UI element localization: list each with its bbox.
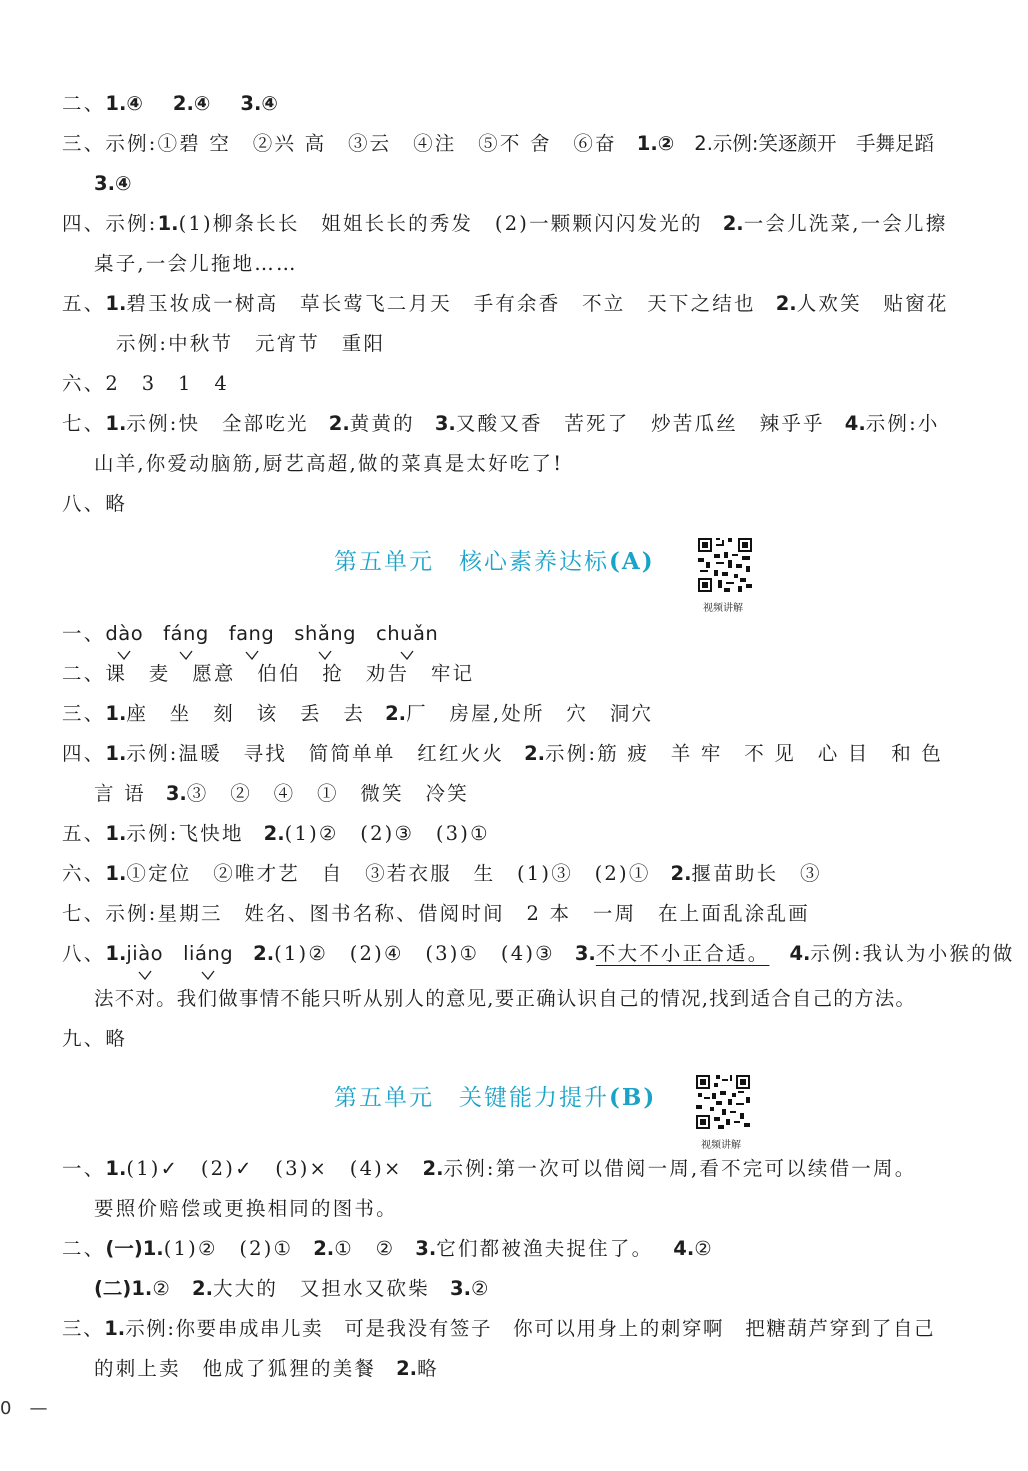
pinyin-answer: chuǎn: [376, 620, 438, 648]
section-label: 二、: [62, 662, 106, 685]
answer-line: 的刺上卖 他成了狐狸的美餐 2.略: [94, 1357, 439, 1380]
section-label: 四、: [62, 212, 106, 235]
answer-line: 法不对。我们做事情不能只听从别人的意见,要正确认识自己的情况,找到适合自己的方法。: [94, 987, 917, 1010]
section-label: 七、: [62, 412, 106, 435]
answer-line: 八、略: [62, 492, 128, 515]
check-icon: [245, 650, 259, 660]
section-label: 三、: [62, 702, 106, 725]
answer-line: 七、示例:星期三 姓名、图书名称、借阅时间 2 本 一周 在上面乱涂乱画: [62, 902, 810, 925]
section-title: 第五单元 核心素养达标(A): [334, 548, 655, 575]
check-icon: [201, 970, 215, 980]
section-title: 第五单元 关键能力提升(B): [334, 1084, 657, 1111]
qr-caption: 视频讲解: [703, 603, 743, 614]
answer-line: 三、示例:①碧 空 ②兴 高 ③云 ④注 ⑤不 舍 ⑥奋 1.② 2.示例:笑逐颜开 手舞足蹈: [62, 132, 934, 155]
section-label: 一、: [62, 1157, 106, 1180]
check-icon: [117, 650, 131, 660]
page-number: 0 —: [0, 1398, 48, 1419]
answer-line: 要照价赔偿或更换相同的图书。: [94, 1197, 398, 1220]
answer-line: 五、1.碧玉妆成一树高 草长莺飞二月天 手有余香 不立 天下之结也 2.人欢笑 贴窗花: [62, 292, 949, 315]
section-label: 七、: [62, 902, 106, 925]
section-label: 三、: [62, 1317, 105, 1340]
answer-line: 二、课 麦 愿意 伯伯 抢 劝告 牢记: [62, 662, 475, 685]
answer-line: 六、1.①定位 ②唯才艺 自 ③若衣服 生 (1)③ (2)① 2.揠苗助长 ③: [62, 862, 822, 885]
check-icon: [400, 650, 414, 660]
section-label: 六、: [62, 862, 106, 885]
answer-line: 山羊,你爱动脑筋,厨艺高超,做的菜真是太好吃了!: [94, 452, 564, 475]
answer-line: 五、1.示例:飞快地 2.(1)② (2)③ (3)①: [62, 822, 490, 845]
answer-line: 七、1.示例:快 全部吃光 2.黄黄的 3.又酸又香 苦死了 炒苦瓜丝 辣乎乎 4.示例:小: [62, 412, 940, 435]
section-label: 五、: [62, 292, 106, 315]
check-icon: [318, 650, 332, 660]
section-label: 一、: [62, 622, 106, 645]
answer-line: [62, 620, 458, 648]
answer-line: 六、2 3 1 4: [62, 372, 229, 395]
answer-line: 二、1.④ 2.④ 3.④: [62, 92, 278, 115]
answer-line: 四、1.示例:温暖 寻找 简简单单 红红火火 2.示例:筋 疲 羊 牢 不 见 心 目 和 色: [62, 742, 944, 765]
section-label: 六、: [62, 372, 106, 395]
section-label: 四、: [62, 742, 106, 765]
pinyin-answer: dào: [105, 620, 143, 648]
answer-line: 3.④: [94, 172, 132, 195]
answer-line: 九、略: [62, 1027, 128, 1050]
answer-line: 桌子,一会儿拖地……: [94, 252, 298, 275]
answer-line: 示例:中秋节 元宵节 重阳: [116, 332, 386, 355]
section-label: 八、: [62, 942, 106, 965]
pinyin-answer: shǎng: [294, 620, 356, 648]
answer-line: 三、1.示例:你要串成串儿卖 可是我没有签子 你可以用身上的刺穿啊 把糖葫芦穿到了自己: [62, 1317, 936, 1340]
answer-line: (二)1.② 2.大大的 又担水又砍柴 3.②: [94, 1277, 491, 1300]
section-label: 八、: [62, 492, 106, 515]
section-label: 五、: [62, 822, 106, 845]
pinyin-answer: liáng: [183, 940, 233, 968]
section-label: 九、: [62, 1027, 106, 1050]
answer-line: 言 语 3.③ ② ④ ① 微笑 冷笑: [94, 782, 469, 805]
qr-code-icon[interactable]: [696, 536, 754, 594]
pinyin-answer: fáng: [163, 620, 209, 648]
qr-caption: 视频讲解: [701, 1140, 741, 1151]
section-label: 三、: [62, 132, 106, 155]
check-icon: [138, 970, 152, 980]
answer-line: 八、1.jiào liáng 2.(1)② (2)④ (3)① (4)③ 3.不大不小正合适。 4.示例:我认为小猴的做: [62, 940, 1015, 968]
answer-line: 二、(一)1.(1)② (2)① 2.① ② 3.它们都被渔夫捉住了。 4.②: [62, 1237, 714, 1260]
section-label: 二、: [62, 1237, 106, 1260]
answer-line: 一、1.(1)✓ (2)✓ (3)× (4)× 2.示例:第一次可以借阅一周,看不完可以续借一周。: [62, 1157, 917, 1180]
qr-code-icon[interactable]: [694, 1073, 752, 1131]
underlined-answer: 不大不小正合适。: [595, 942, 770, 965]
answer-line: 三、1.座 坐 刻 该 丢 去 2.厂 房屋,处所 穴 洞穴: [62, 702, 654, 725]
section-label: 二、: [62, 92, 106, 115]
answer-line: 四、示例:1.(1)柳条长长 姐姐长长的秀发 (2)一颗颗闪闪发光的 2.一会儿洗菜,一会儿擦: [62, 212, 948, 235]
pinyin-answer: fang: [229, 620, 275, 648]
pinyin-answer: jiào: [126, 940, 163, 968]
check-icon: [179, 650, 193, 660]
